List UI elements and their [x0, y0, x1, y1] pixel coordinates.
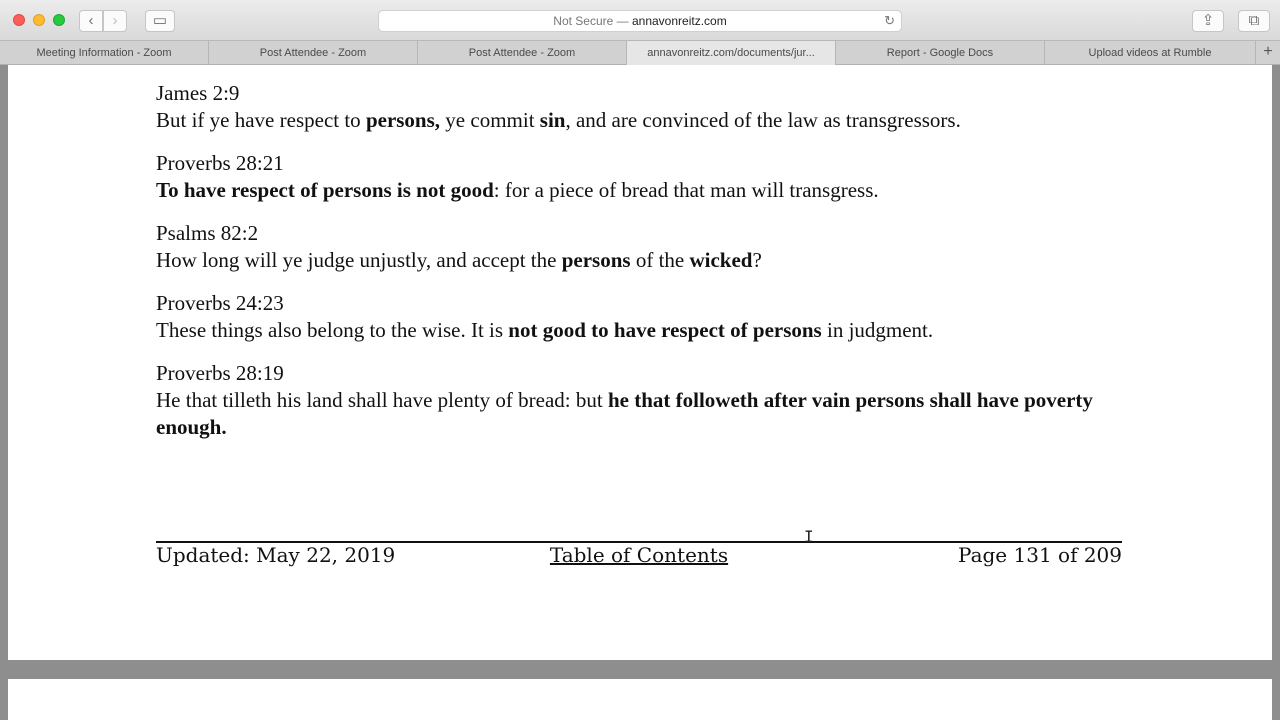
verse-emphasis: not good to have respect of persons — [508, 318, 822, 342]
plus-icon: + — [1263, 43, 1273, 60]
verse-emphasis: persons — [561, 248, 631, 272]
verse-text — [156, 318, 933, 342]
verse-segment: How long will ye judge unjustly, and accept the — [156, 248, 562, 272]
tab-post-attendee-1[interactable]: Post Attendee - Zoom — [209, 41, 418, 65]
page-number: Page 131 of 209 — [958, 543, 1122, 567]
new-tab-button[interactable] — [1256, 41, 1280, 65]
back-button[interactable] — [79, 10, 103, 32]
share-button[interactable] — [1192, 10, 1224, 32]
verse-segment: These things also belong to the wise. It is — [156, 318, 509, 342]
verse-block — [156, 360, 1136, 441]
verse-segment: ? — [752, 248, 762, 272]
verse-block — [156, 290, 1136, 344]
verse-emphasis: persons, — [365, 108, 441, 132]
verse-reference: Proverbs 28:19 — [156, 361, 284, 385]
tab-upload-videos-rumble[interactable]: Upload videos at Rumble — [1045, 41, 1256, 65]
reload-icon[interactable]: ↻ — [884, 13, 895, 28]
page-footer — [156, 541, 1122, 571]
verse-segment: But if ye have respect to — [156, 108, 366, 132]
tab-post-attendee-2[interactable]: Post Attendee - Zoom — [418, 41, 627, 65]
verse-emphasis: he that followeth after vain persons shall have poverty enough. — [156, 388, 1093, 439]
verse-text — [156, 108, 961, 132]
verse-block — [156, 80, 1136, 134]
verse-text — [156, 248, 762, 272]
verse-segment: : for a piece of bread that man will transgress. — [493, 178, 879, 202]
verse-text — [156, 388, 1093, 439]
tab-report-google-docs[interactable]: Report - Google Docs — [836, 41, 1045, 65]
verse-emphasis: wicked — [689, 248, 753, 272]
verse-segment: , and are convinced of the law as transgressors. — [565, 108, 961, 132]
chevron-left-icon: ‹ — [88, 12, 94, 29]
close-window-button[interactable] — [13, 14, 25, 26]
tab-meeting-information[interactable]: Meeting Information - Zoom — [0, 41, 209, 65]
verse-reference: Proverbs 28:21 — [156, 151, 284, 175]
next-document-page — [8, 679, 1272, 720]
minimize-window-button[interactable] — [33, 14, 45, 26]
address-host: annavonreitz.com — [631, 14, 727, 28]
tab-bar — [0, 40, 1280, 65]
verse-segment: ye commit — [440, 108, 540, 132]
chevron-right-icon: › — [112, 12, 118, 29]
show-tabs-button[interactable] — [1238, 10, 1270, 32]
verse-reference: Psalms 82:2 — [156, 221, 259, 245]
browser-toolbar — [0, 0, 1280, 40]
forward-button[interactable] — [103, 10, 127, 32]
verse-emphasis: To have respect of persons is not good — [156, 178, 494, 202]
updated-date: Updated: May 22, 2019 — [156, 543, 396, 567]
table-of-contents-link[interactable]: Table of Contents — [549, 543, 729, 567]
sidebar-icon: ▭ — [152, 12, 168, 29]
verse-reference: James 2:9 — [156, 81, 240, 105]
tab-annavonreitz-document[interactable]: annavonreitz.com/documents/jur... — [627, 41, 836, 65]
verse-block — [156, 150, 1136, 204]
verse-text — [156, 178, 879, 202]
tabs-overview-icon: ⧉ — [1248, 12, 1260, 29]
text-cursor-icon: I — [804, 527, 814, 546]
verse-emphasis: sin — [539, 108, 566, 132]
sidebar-toggle-button[interactable] — [145, 10, 175, 32]
address-bar[interactable] — [378, 10, 902, 32]
security-status: Not Secure — — [553, 14, 632, 28]
verse-block — [156, 220, 1136, 274]
verse-segment: of the — [630, 248, 690, 272]
verse-segment: He that tilleth his land shall have plenty of bread: but — [156, 388, 608, 412]
verse-segment: in judgment. — [821, 318, 934, 342]
verse-reference: Proverbs 24:23 — [156, 291, 284, 315]
share-icon: ⇪ — [1201, 12, 1215, 29]
document-page — [8, 65, 1272, 660]
zoom-window-button[interactable] — [53, 14, 65, 26]
